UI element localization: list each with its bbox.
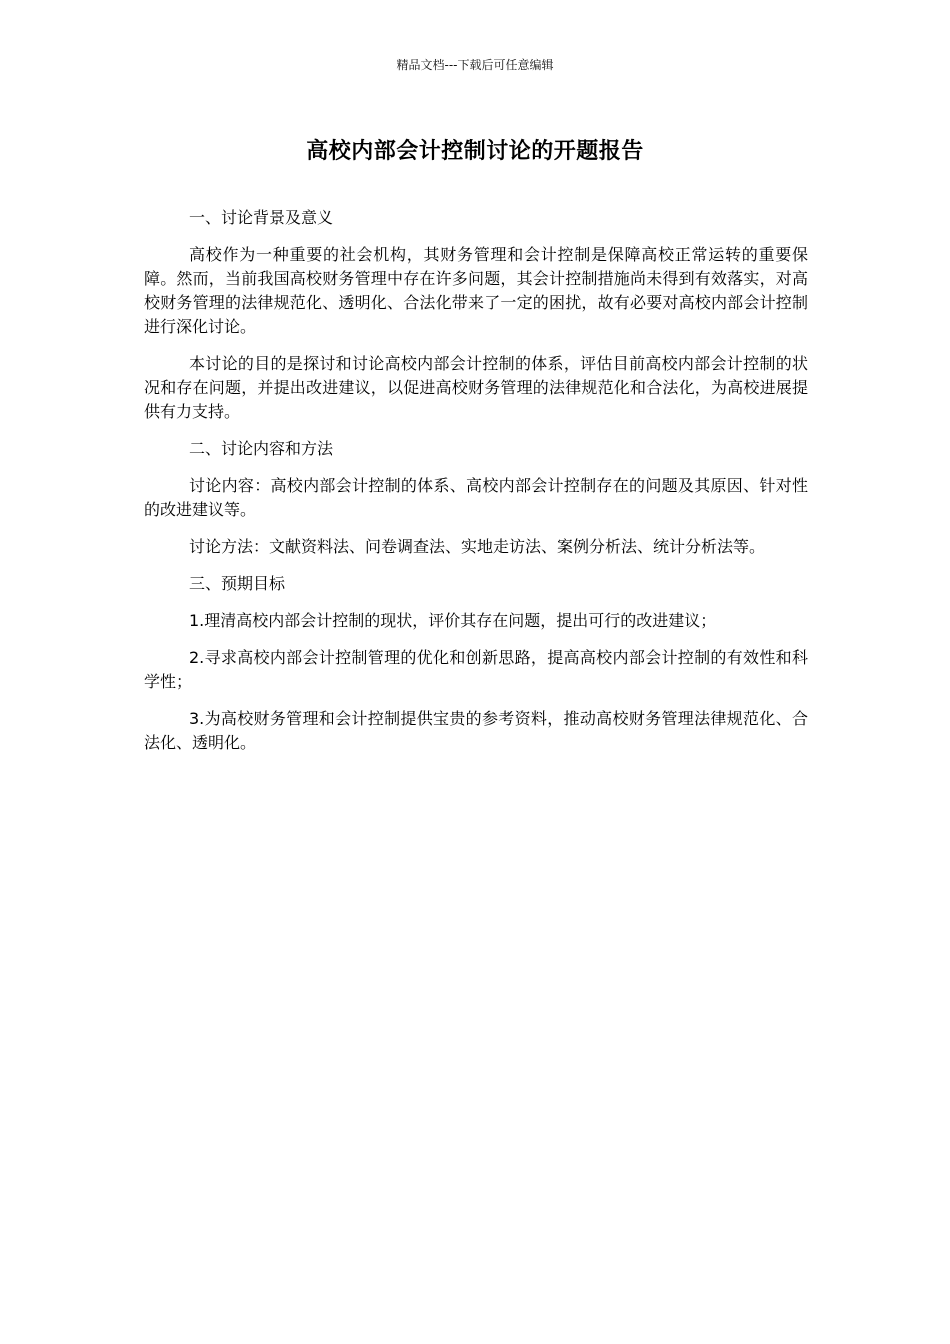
goal-item-3: 3.为高校财务管理和会计控制提供宝贵的参考资料，推动高校财务管理法律规范化、合法化、透明化。 <box>144 709 808 752</box>
section-heading-content-method: 二、讨论内容和方法 <box>189 439 334 458</box>
paragraph-method: 讨论方法：文献资料法、问卷调查法、实地走访法、案例分析法、统计分析法等。 <box>189 537 766 556</box>
goal-item-2: 2.寻求高校内部会计控制管理的优化和创新思路，提高高校内部会计控制的有效性和科学性； <box>144 648 808 691</box>
paragraph-background-2: 本讨论的目的是探讨和讨论高校内部会计控制的体系，评估目前高校内部会计控制的状况和存在问题，并提出改进建议，以促进高校财务管理的法律规范化和合法化，为高校进展提供有力支持。 <box>144 354 808 421</box>
goal-item-1: 1.理清高校内部会计控制的现状，评价其存在问题，提出可行的改进建议； <box>189 611 717 630</box>
header-note: 精品文档---下载后可任意编辑 <box>396 58 554 72</box>
document-body <box>144 206 808 768</box>
paragraph-background-1: 高校作为一种重要的社会机构，其财务管理和会计控制是保障高校正常运转的重要保障。然而，当前我国高校财务管理中存在许多问题，其会计控制措施尚未得到有效落实，对高校财务管理的法律规范化、透明化、合法化带来了一定的困扰，故有必要对高校内部会计控制进行深化讨论。 <box>144 245 808 336</box>
section-heading-goals: 三、预期目标 <box>189 574 286 593</box>
paragraph-content: 讨论内容：高校内部会计控制的体系、高校内部会计控制存在的问题及其原因、针对性的改进建议等。 <box>144 476 808 519</box>
section-heading-background: 一、讨论背景及意义 <box>189 208 334 227</box>
document-title: 高校内部会计控制讨论的开题报告 <box>306 139 644 164</box>
